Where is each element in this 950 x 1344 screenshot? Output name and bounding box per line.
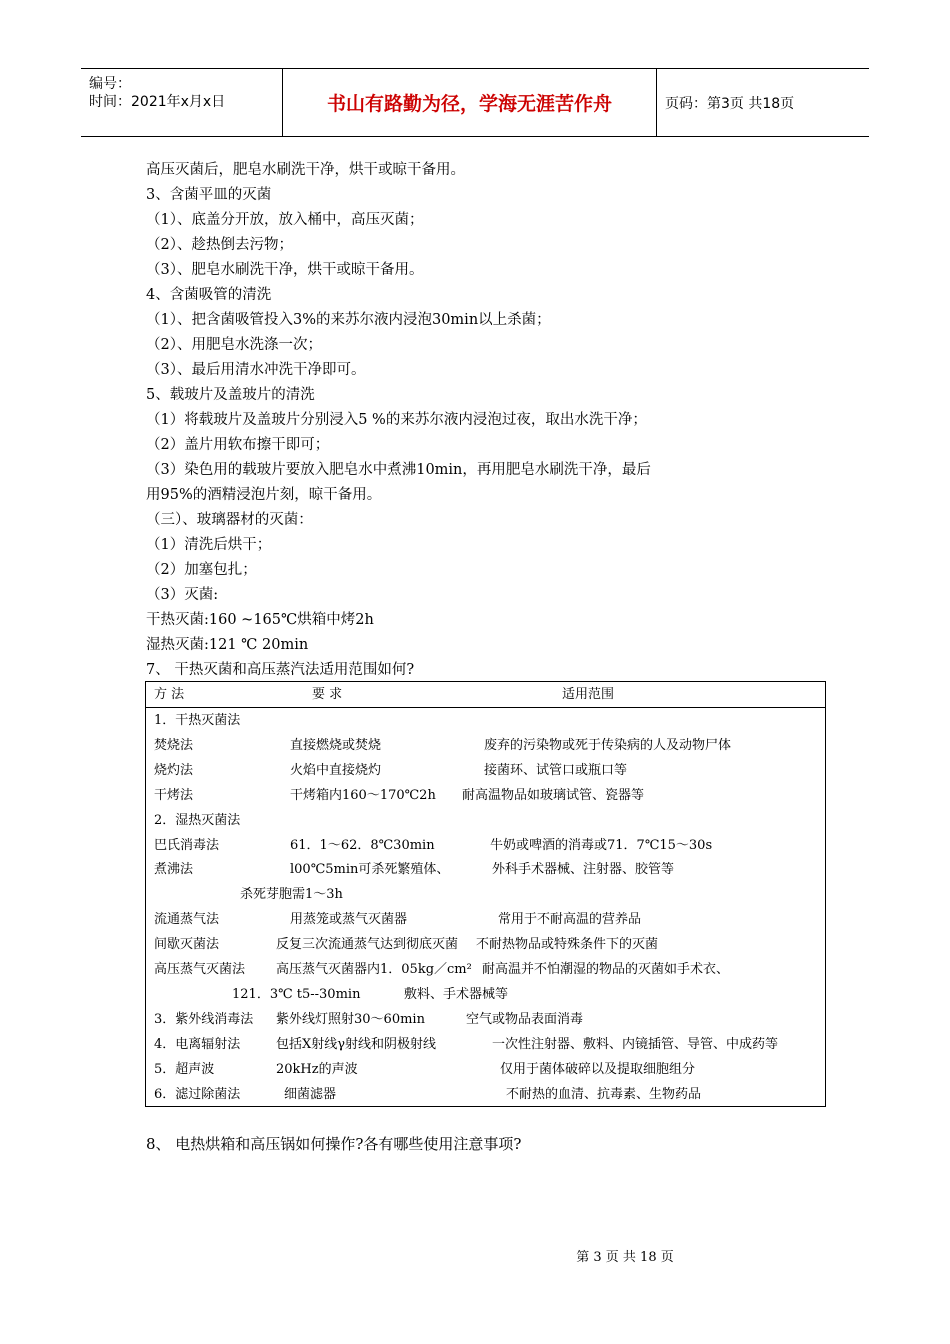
table-cell-method: 间歇灭菌法 <box>154 937 220 953</box>
table-cell-scope: 空气或物品表面消毒 <box>466 1011 584 1027</box>
table-cell-requirement: l00℃5min可杀死繁殖体、 <box>290 862 450 878</box>
table-cell-scope: 不耐热物品或特殊条件下的灭菌 <box>476 937 659 953</box>
table-cell-requirement: 包括X射线γ射线和阴极射线 <box>276 1036 437 1052</box>
table-cell-requirement: 直接燃烧或焚烧 <box>290 737 382 753</box>
table-cell-scope: 常用于不耐高温的营养品 <box>498 912 642 928</box>
header-method: 方 法 <box>154 687 185 702</box>
table-cell-method: 高压蒸气灭菌法 <box>154 962 246 977</box>
body-line: （2）、用肥皂水洗涤一次； <box>146 337 322 353</box>
table-cell-scope: 一次性注射器、敷料、内镜插管、导管、中成药等 <box>492 1036 779 1052</box>
table-cell-method: 煮沸法 <box>154 862 194 878</box>
page-label: 页码：第3页 共18页 <box>665 95 795 112</box>
motto: 书山有路勤为径，学海无涯苦作舟 <box>283 69 657 136</box>
table-cell-scope: 接菌环、试管口或瓶口等 <box>484 762 628 778</box>
header-scope: 适用范围 <box>562 687 615 702</box>
sterilization-table <box>145 681 826 1107</box>
table-cell-method: 巴氏消毒法 <box>154 837 220 853</box>
body-line: （3）、肥皂水刷洗干净，烘干或晾干备用。 <box>146 262 424 278</box>
table-cell-requirement: 干烤箱内160～170℃2h <box>290 787 436 803</box>
table-cell-method: 4．电离辐射法 <box>154 1036 241 1052</box>
table-cell-requirement: 121．3℃ t5--30min <box>232 986 361 1002</box>
table-cell-method: 6．滤过除菌法 <box>154 1086 241 1102</box>
time-label: 时间：2021年x月x日 <box>89 94 226 110</box>
page-header <box>81 68 869 137</box>
body-line: （1）、底盖分开放，放入桶中，高压灭菌； <box>146 212 424 228</box>
table-cell-method: 3．紫外线消毒法 <box>154 1011 254 1027</box>
body-line: （三）、玻璃器材的灭菌： <box>146 512 313 528</box>
body-line: （3）染色用的载玻片要放入肥皂水中煮沸10min，再用肥皂水刷洗干净，最后 <box>146 462 651 478</box>
table-cell-scope: 耐高温物品如玻璃试管、瓷器等 <box>462 787 645 803</box>
body-line: （2）、趁热倒去污物； <box>146 237 293 253</box>
table-cell-requirement: 杀死芽胞需1～3h <box>240 887 343 903</box>
table-cell-requirement: 火焰中直接烧灼 <box>290 762 382 778</box>
table-cell-scope: 外科手术器械、注射器、胶管等 <box>492 862 675 878</box>
table-cell-requirement: 61．1～62．8℃30min <box>290 837 435 853</box>
table-cell-method: 焚烧法 <box>154 737 194 753</box>
table-cell-method: 干烤法 <box>154 787 194 803</box>
body-line: 湿热灭菌:121 ℃ 20min <box>146 637 309 653</box>
body-line: 用95%的酒精浸泡片刻，晾干备用。 <box>146 487 382 503</box>
body-line: （2）加塞包扎； <box>146 562 257 578</box>
number-label: 编号： <box>89 76 131 92</box>
body-line: 4、含菌吸管的清洗 <box>146 287 272 303</box>
header-requirement: 要 求 <box>312 687 343 702</box>
table-cell-scope: 不耐热的血清、抗毒素、生物药品 <box>506 1086 702 1102</box>
table-cell-scope: 敷料、手术器械等 <box>404 986 509 1002</box>
table-cell-method: 流通蒸气法 <box>154 912 220 928</box>
body-line: （1）将载玻片及盖玻片分别浸入5 %的来苏尔液内浸泡过夜，取出水洗干净； <box>146 412 647 428</box>
body-line: （2）盖片用软布擦干即可； <box>146 437 330 453</box>
table-cell-requirement: 20kHz的声波 <box>276 1061 358 1077</box>
table-cell-scope: 仅用于菌体破碎以及提取细胞组分 <box>500 1061 696 1077</box>
body-line: 5、载玻片及盖玻片的清洗 <box>146 387 315 403</box>
table-cell-requirement: 反复三次流通蒸气达到彻底灭菌 <box>276 937 459 953</box>
table-cell-method: 5．超声波 <box>154 1061 215 1077</box>
table-cell-method: 烧灼法 <box>154 762 194 778</box>
body-line: （3）灭菌: <box>146 587 219 603</box>
question-8: 8、 电热烘箱和高压锅如何操作?各有哪些使用注意事项? <box>146 1135 522 1153</box>
body-line: （1）清洗后烘干； <box>146 537 272 553</box>
footer-page-number: 第 3 页 共 18 页 <box>576 1250 674 1265</box>
body-line: （3）、最后用清水冲洗干净即可。 <box>146 362 366 378</box>
body-line: 7、 干热灭菌和高压蒸汽法适用范围如何? <box>146 662 415 678</box>
body-line: 3、含菌平皿的灭菌 <box>146 187 272 203</box>
table-cell-requirement: 紫外线灯照射30～60min <box>276 1011 425 1027</box>
table-cell-requirement: 用蒸笼或蒸气灭菌器 <box>290 912 408 928</box>
table-cell-scope: 牛奶或啤酒的消毒或71．7℃15～30s <box>490 837 713 853</box>
table-cell-scope: 耐高温并不怕潮湿的物品的灭菌如手术衣、 <box>482 962 730 977</box>
page-footer <box>0 1246 950 1265</box>
table-cell-method: 1．干热灭菌法 <box>154 713 241 728</box>
table-header <box>146 682 825 708</box>
table-cell-scope: 废弃的污染物或死于传染病的人及动物尸体 <box>484 737 732 753</box>
body-line: 干热灭菌:160 ~165℃烘箱中烤2h <box>146 612 374 628</box>
header-meta <box>81 69 283 136</box>
table-cell-requirement: 高压蒸气灭菌器内1．05kg／cm² <box>276 962 472 977</box>
body-line: 高压灭菌后，肥皂水刷洗干净，烘干或晾干备用。 <box>146 162 465 178</box>
body-line: （1）、把含菌吸管投入3%的来苏尔液内浸泡30min以上杀菌； <box>146 312 551 328</box>
table-cell-requirement: 细菌滤器 <box>284 1086 337 1102</box>
document-body <box>146 158 826 683</box>
table-cell-method: 2．湿热灭菌法 <box>154 812 241 828</box>
